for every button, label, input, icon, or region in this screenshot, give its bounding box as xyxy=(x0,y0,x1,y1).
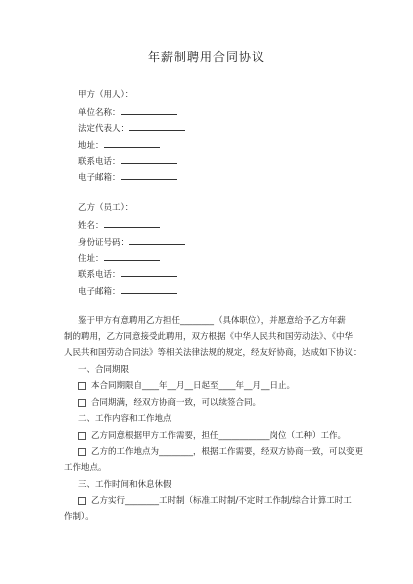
party-a-company-name-row xyxy=(78,106,177,119)
party-a-legal-rep-row xyxy=(78,122,185,135)
field-label: 电子邮箱： xyxy=(78,287,121,297)
party-b-phone-row xyxy=(78,268,177,281)
field-label: 电子邮箱： xyxy=(78,173,121,183)
section-2-item-2-cont: 工作地点。 xyxy=(64,463,107,473)
party-b-id-row xyxy=(78,236,185,249)
field-label: 法定代表人： xyxy=(78,124,130,134)
item-text: 乙方的工作地点为________，根据工作需要，经双方协商一致，可以变更 xyxy=(91,447,364,457)
intro-line-3: 人民共和国劳动合同法》等相关法律法规的规定，经友好协商，达成如下协议： xyxy=(64,348,362,358)
address-blank xyxy=(104,252,160,261)
party-b-name-row xyxy=(78,219,160,232)
section-2-item-2 xyxy=(78,447,363,458)
party-b-heading: 乙方（员工）： xyxy=(78,203,134,213)
section-2-title: 二、工作内容和工作地点 xyxy=(78,414,172,424)
section-3-item-1 xyxy=(78,496,352,507)
email-blank xyxy=(121,171,177,180)
intro-line-1: 鉴于甲方有意聘用乙方担任________（具体职位），并愿意给予乙方年薪 xyxy=(78,316,346,326)
party-b-address-row xyxy=(78,252,160,265)
checkbox-icon xyxy=(78,382,86,390)
field-label: 联系电话： xyxy=(78,270,121,280)
phone-blank xyxy=(121,268,177,277)
party-b-email-row xyxy=(78,285,177,298)
address-blank xyxy=(104,139,160,148)
legal-rep-blank xyxy=(129,122,185,131)
field-label: 联系电话： xyxy=(78,157,121,167)
field-label: 住址： xyxy=(78,254,104,264)
checkbox-icon xyxy=(78,432,86,440)
email-blank xyxy=(121,285,177,294)
section-1-item-2 xyxy=(78,398,261,409)
section-2-item-1 xyxy=(78,431,346,442)
checkbox-icon xyxy=(78,448,86,456)
party-a-address-row xyxy=(78,139,160,152)
section-3-item-1-cont: 作制）。 xyxy=(64,512,94,522)
field-label: 地址： xyxy=(78,141,104,151)
company-name-blank xyxy=(121,106,177,115)
id-number-blank xyxy=(129,236,185,245)
section-3-title: 三、工作时间和休息休假 xyxy=(78,480,172,490)
section-1-item-1 xyxy=(78,381,295,392)
item-text: 乙方同意根据甲方工作需要，担任____________岗位（工种）工作。 xyxy=(91,431,347,441)
checkbox-icon xyxy=(78,399,86,407)
phone-blank xyxy=(121,155,177,164)
document-title: 年薪制聘用合同协议 xyxy=(147,50,265,64)
item-text: 乙方实行________工时制（标准工时制/不定时工作制/综合计算工时工 xyxy=(91,496,352,506)
party-a-phone-row xyxy=(78,155,177,168)
item-text: 本合同期限自____年__月__日起至____年__月__日止。 xyxy=(91,381,296,391)
item-text: 合同期满，经双方协商一致，可以续签合同。 xyxy=(91,398,262,408)
field-label: 姓名： xyxy=(78,221,104,231)
field-label: 身份证号码： xyxy=(78,238,130,248)
name-blank xyxy=(104,219,160,228)
section-1-title: 一、合同期限 xyxy=(78,365,130,375)
party-a-email-row xyxy=(78,171,177,184)
intro-line-2: 制的聘用，乙方同意接受此聘用，双方根据《中华人民共和国劳动法》、《中华 xyxy=(64,332,354,342)
party-a-heading: 甲方（用人）： xyxy=(78,90,134,100)
checkbox-icon xyxy=(78,497,86,505)
field-label: 单位名称： xyxy=(78,108,121,118)
